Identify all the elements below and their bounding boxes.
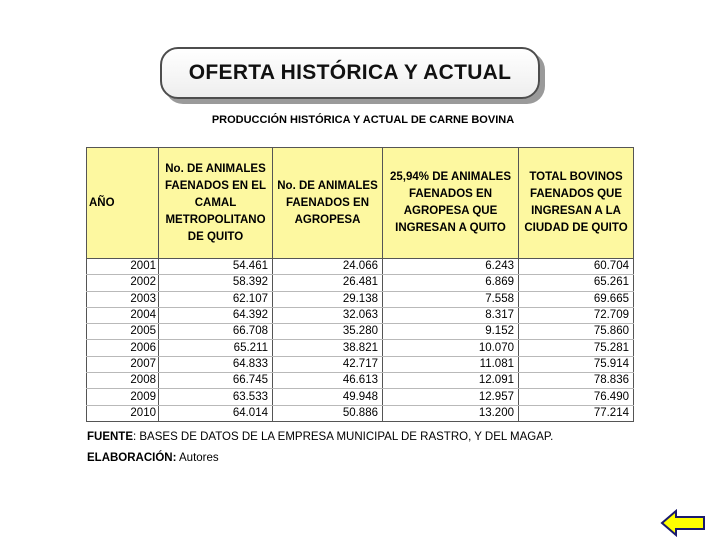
cell-agropesa: 29.138 [273,291,383,307]
table-row [87,356,634,372]
cell-camal-quito: 64.014 [159,405,273,421]
cell-year: 2010 [87,405,159,421]
cell-agropesa-quito: 12.091 [383,373,519,389]
cell-agropesa-quito: 7.558 [383,291,519,307]
cell-year: 2006 [87,340,159,356]
cell-agropesa-quito: 13.200 [383,405,519,421]
cell-total-quito: 75.860 [519,324,634,340]
cell-year: 2002 [87,275,159,291]
cell-camal-quito: 62.107 [159,291,273,307]
title-banner [160,47,540,99]
cell-agropesa: 49.948 [273,389,383,405]
cell-year: 2003 [87,291,159,307]
header-total-quito: TOTAL BOVINOS FAENADOS QUE INGRESAN A LA CIUDAD DE QUITO [519,148,634,259]
cell-total-quito: 78.836 [519,373,634,389]
cell-agropesa: 32.063 [273,307,383,323]
cell-year: 2009 [87,389,159,405]
elaboration-text: Autores [176,452,219,464]
table-row [87,340,634,356]
cell-year: 2005 [87,324,159,340]
cell-camal-quito: 65.211 [159,340,273,356]
cell-total-quito: 75.281 [519,340,634,356]
cell-total-quito: 72.709 [519,307,634,323]
header-camal-quito: No. DE ANIMALES FAENADOS EN EL CAMAL METROPOLITANO DE QUITO [159,148,273,259]
cell-year: 2007 [87,356,159,372]
cell-agropesa: 26.481 [273,275,383,291]
cell-agropesa-quito: 12.957 [383,389,519,405]
cell-camal-quito: 64.833 [159,356,273,372]
table-row [87,405,634,421]
elaboration-note [87,452,219,464]
cell-agropesa-quito: 6.869 [383,275,519,291]
table-subtitle: PRODUCCIÓN HISTÓRICA Y ACTUAL DE CARNE BOVINA [211,114,515,126]
cell-total-quito: 60.704 [519,259,634,275]
table-row [87,389,634,405]
left-arrow-icon[interactable] [660,509,706,537]
cell-agropesa: 35.280 [273,324,383,340]
cell-agropesa-quito: 11.081 [383,356,519,372]
cell-camal-quito: 64.392 [159,307,273,323]
table-row [87,291,634,307]
source-note [87,431,553,443]
table-header-row [87,148,634,259]
cell-total-quito: 69.665 [519,291,634,307]
cell-total-quito: 77.214 [519,405,634,421]
cell-year: 2008 [87,373,159,389]
header-agropesa-quito: 25,94% DE ANIMALES FAENADOS EN AGROPESA QUE INGRESAN A QUITO [383,148,519,259]
table-row [87,373,634,389]
table-row [87,275,634,291]
cell-total-quito: 65.261 [519,275,634,291]
elaboration-label: ELABORACIÓN: [87,452,177,464]
cell-agropesa-quito: 9.152 [383,324,519,340]
cell-agropesa: 42.717 [273,356,383,372]
cell-year: 2004 [87,307,159,323]
cell-camal-quito: 58.392 [159,275,273,291]
table-row [87,324,634,340]
cell-agropesa: 50.886 [273,405,383,421]
header-agropesa: No. DE ANIMALES FAENADOS EN AGROPESA [273,148,383,259]
source-text: : BASES DE DATOS DE LA EMPRESA MUNICIPAL DE RASTRO, Y DEL MAGAP. [133,431,554,443]
cell-camal-quito: 54.461 [159,259,273,275]
table-row [87,259,634,275]
header-year: AÑO [87,148,159,259]
cell-agropesa-quito: 8.317 [383,307,519,323]
cell-agropesa-quito: 6.243 [383,259,519,275]
cell-agropesa: 24.066 [273,259,383,275]
page-title: OFERTA HISTÓRICA Y ACTUAL [188,61,512,84]
source-label: FUENTE [87,431,133,443]
cell-total-quito: 76.490 [519,389,634,405]
cell-agropesa: 38.821 [273,340,383,356]
production-table [86,147,634,422]
cell-camal-quito: 66.745 [159,373,273,389]
cell-agropesa: 46.613 [273,373,383,389]
cell-agropesa-quito: 10.070 [383,340,519,356]
cell-camal-quito: 63.533 [159,389,273,405]
cell-year: 2001 [87,259,159,275]
cell-camal-quito: 66.708 [159,324,273,340]
cell-total-quito: 75.914 [519,356,634,372]
table-row [87,307,634,323]
